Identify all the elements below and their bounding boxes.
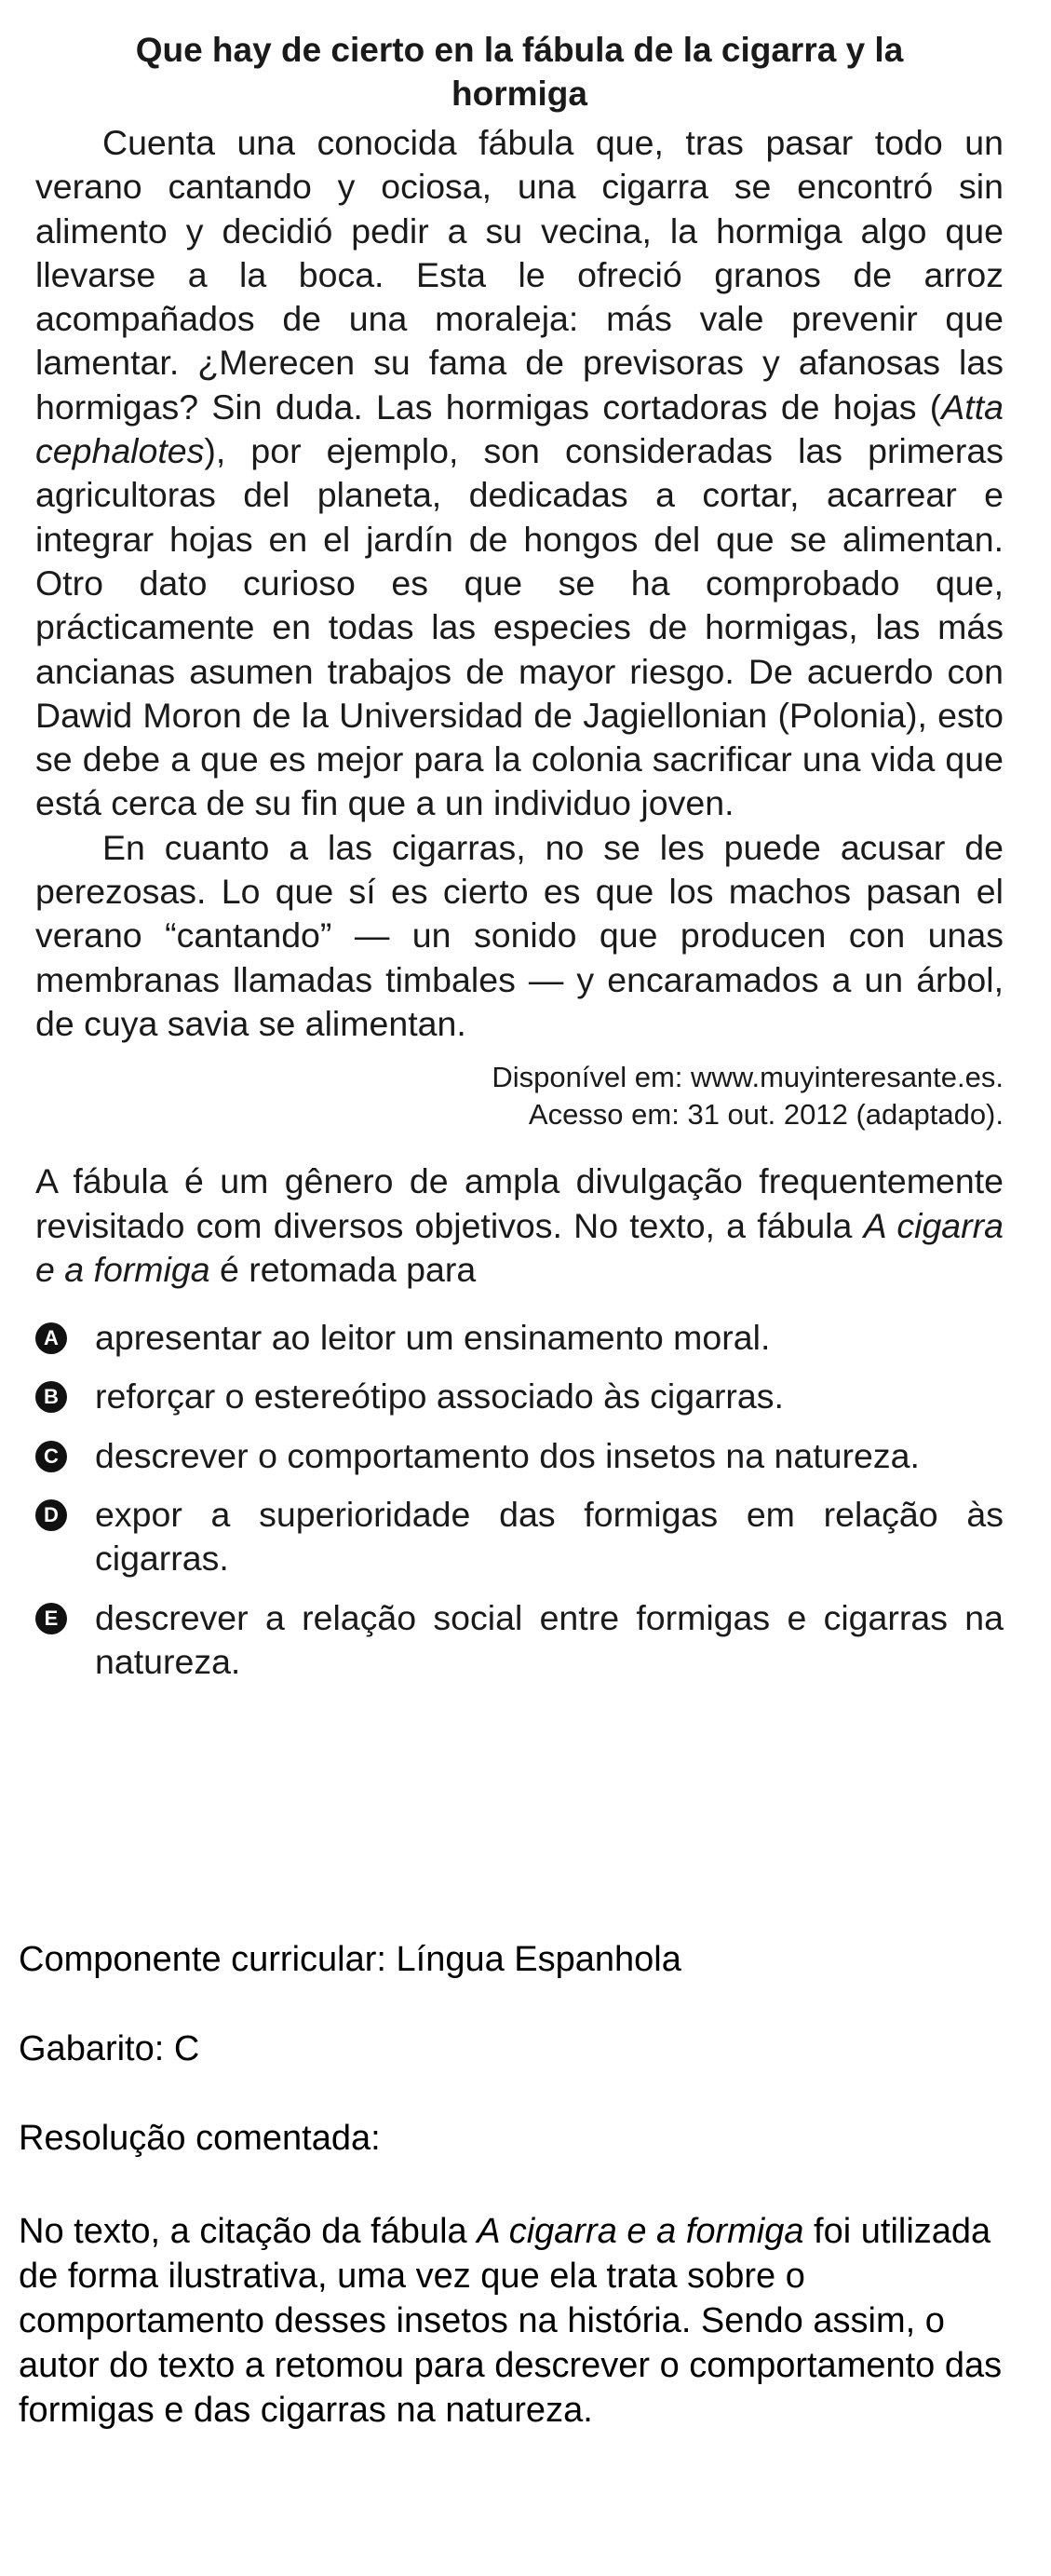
source-citation [35, 1059, 1004, 1133]
option-d-badge-icon: D [35, 1499, 67, 1531]
paragraph-1-text-end: ), por ejemplo, son consideradas las primeras agricultoras del planeta, dedicadas a cortar, acarrear e integrar hojas en el jardín de hongos del que se alimentan. Otro dato curioso es que se ha comprobado que, prácticamente en todas las especies de hormigas, las más ancianas asumen trabajos de mayor riesgo. De acuerdo con Dawid Moron de la Universidad de Jagiellonian (Polonia), esto se debe a que es mejor para la colonia sacrificar una vida que está cerca de su fin que a un individuo joven. [35, 431, 1004, 823]
fable-title: A cigarra e a formiga [35, 1205, 1004, 1289]
option-d-text: expor a superioridade das formigas em relação às cigarras. [95, 1495, 1004, 1579]
resolution-fable-title: A cigarra e a formiga [477, 2212, 804, 2251]
answer-key: Gabarito: C [19, 2029, 200, 2068]
source-url-line: Disponível em: www.muyinteresante.es. [492, 1061, 1004, 1094]
species-name: Atta cephalotes [35, 386, 1004, 471]
article-paragraph-2: En cuanto a las cigarras, no se les puede acusar de perezosas. Lo que sí es cierto es que los machos pasan el verano “cantando” — un sonido que producen con unas membranas llamadas timbales — y encaramados a un árbol, de cuya savia se alimentan. [35, 827, 1004, 1043]
resolution-heading: Resolução comentada: [19, 2119, 381, 2158]
option-e[interactable] [35, 1596, 1004, 1685]
option-c-badge-icon: C [35, 1441, 67, 1472]
option-b[interactable] [35, 1375, 1004, 1418]
resolution-text-end: foi utilizada de forma ilustrativa, uma vez que ela trata sobre o comportamento desses insetos na história. Sendo assim, o autor do texto a retomou para descrever o comportamento das formigas e das cigarras na natureza. [19, 2212, 1003, 2430]
source-access-line: Acesso em: 31 out. 2012 (adaptado). [528, 1098, 1004, 1132]
option-a-text: apresentar ao leitor um ensinamento moral. [95, 1318, 771, 1358]
resolution-text-start: No texto, a citação da fábula [19, 2212, 478, 2251]
option-d[interactable] [35, 1493, 1004, 1581]
question-stem [35, 1159, 1004, 1292]
commentary-block [19, 1937, 1033, 2433]
option-a-badge-icon: A [35, 1322, 67, 1354]
option-b-badge-icon: B [35, 1381, 67, 1413]
option-a[interactable] [35, 1316, 1004, 1360]
option-c[interactable] [35, 1434, 1004, 1478]
stem-text-start: A fábula é um gênero de ampla divulgação frequentemente revisitado com diversos objetivos. No texto, a fábula [35, 1161, 1004, 1245]
article-body [35, 121, 1004, 1046]
question-block [35, 28, 1004, 1699]
option-e-badge-icon: E [35, 1603, 67, 1634]
paragraph-1-text-start: Cuenta una conocida fábula que, tras pasar todo un verano cantando y ociosa, una cigarra se encontró sin alimento y decidió pedir a su vecina, la hormiga algo que llevarse a la boca. Esta le ofreció granos de arroz acompañados de una moraleja: más vale prevenir que lamentar. ¿Merecen su fama de previsoras y afanosas las hormigas? Sin duda. Las hormigas cortadoras de hojas ( [35, 123, 1004, 427]
stem-text-end: é retomada para [209, 1249, 477, 1289]
option-e-text: descrever a relação social entre formigas e cigarras na natureza. [95, 1597, 1004, 1681]
article-paragraph-1 [35, 121, 1004, 826]
option-b-text: reforçar o estereótipo associado às cigarras. [95, 1376, 784, 1417]
answer-options [35, 1316, 1004, 1684]
resolution-text [19, 2209, 1033, 2433]
option-c-text: descrever o comportamento dos insetos na natureza. [95, 1435, 920, 1475]
curricular-component: Componente curricular: Língua Espanhola [19, 1940, 681, 1979]
article-title: Que hay de cierto en la fábula de la cigarra y la hormiga [135, 31, 904, 113]
